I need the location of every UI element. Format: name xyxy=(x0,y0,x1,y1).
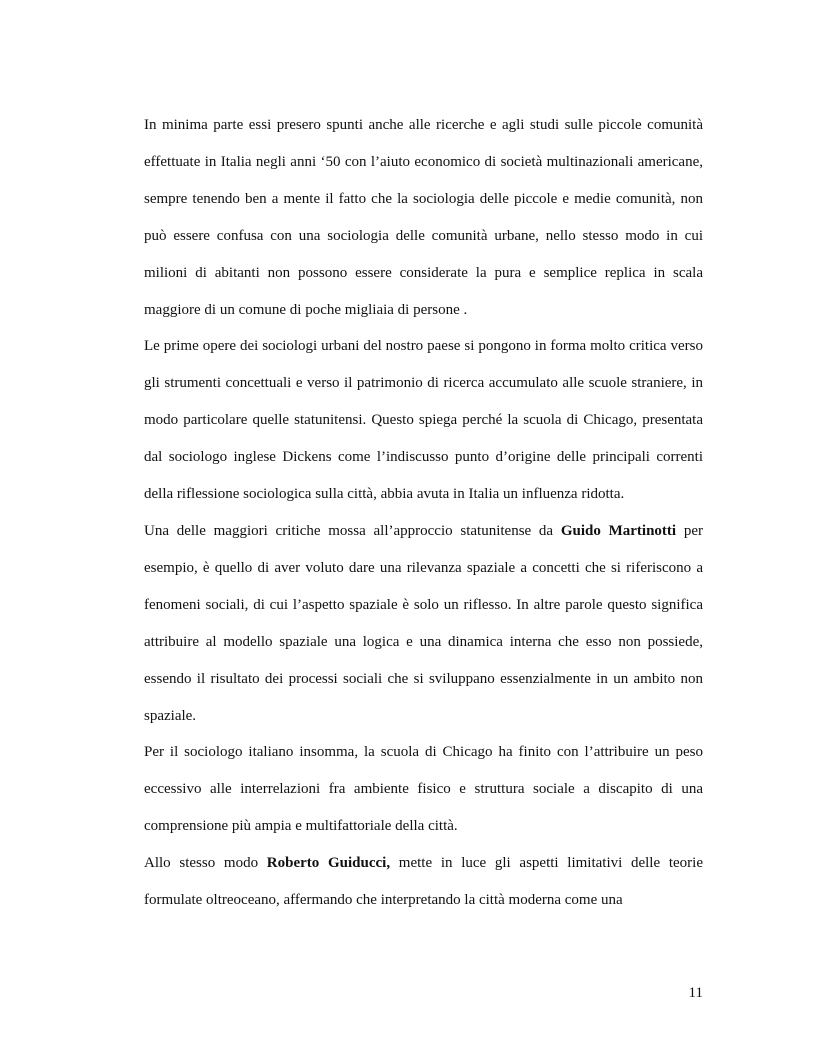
paragraph-text: Le prime opere dei sociologi urbani del nostro paese si pongono in forma molto critica verso gli strumenti concettuali e verso il patrimonio di ricerca accumulato alle scuole straniere, in modo particolare quelle statunitensi. Questo spiega perché la scuola di Chicago, presentata dal sociologo inglese Dickens come l’indiscusso punto d’origine delle principali correnti della riflessione sociologica sulla città, abbia avuta in Italia un influenza ridotta. xyxy=(144,338,703,503)
paragraph-text: Una delle maggiori critiche mossa all’approccio statunitense da xyxy=(144,522,561,539)
paragraph-text: Allo stesso modo xyxy=(144,855,267,872)
paragraph xyxy=(144,107,703,328)
paragraph-text: In minima parte essi presero spunti anche alle ricerche e agli studi sulle piccole comunità effettuate in Italia negli anni ‘50 con l’aiuto economico di società multinazionali americane, sempre tenendo ben a mente il fatto che la sociologia delle piccole e medie comunità, non può essere confusa con una sociologia delle comunità urbane, nello stesso modo in cui milioni di abitanti non possono essere considerate la pura e semplice replica in scala maggiore di un comune di poche migliaia di persone . xyxy=(144,117,703,318)
paragraph xyxy=(144,513,703,734)
paragraph-text: per esempio, è quello di aver voluto dare una rilevanza spaziale a concetti che si riferiscono a fenomeni sociali, di cui l’aspetto spaziale è solo un riflesso. In altre parole questo significa attribuire al modello spaziale una logica e una dinamica interna che esso non possiede, essendo il risultato dei processi sociali che si sviluppano essenzialmente in un ambito non spaziale. xyxy=(144,522,703,724)
page-number: 11 xyxy=(688,985,703,1001)
paragraph-text: Per il sociologo italiano insomma, la scuola di Chicago ha finito con l’attribuire un peso eccessivo alle interrelazioni fra ambiente fisico e struttura sociale a discapito di una comprensione più ampia e multifattoriale della città. xyxy=(144,744,703,835)
author-name-guiducci: Roberto Guiducci, xyxy=(266,855,391,872)
body-text xyxy=(144,107,703,919)
paragraph xyxy=(144,734,703,845)
paragraph-text: mette in luce gli aspetti limitativi delle teorie formulate oltreoceano, affermando che interpretando la città moderna come una xyxy=(144,855,703,909)
author-name-martinotti: Guido Martinotti xyxy=(560,522,677,539)
paragraph xyxy=(144,845,703,919)
paragraph xyxy=(144,328,703,513)
